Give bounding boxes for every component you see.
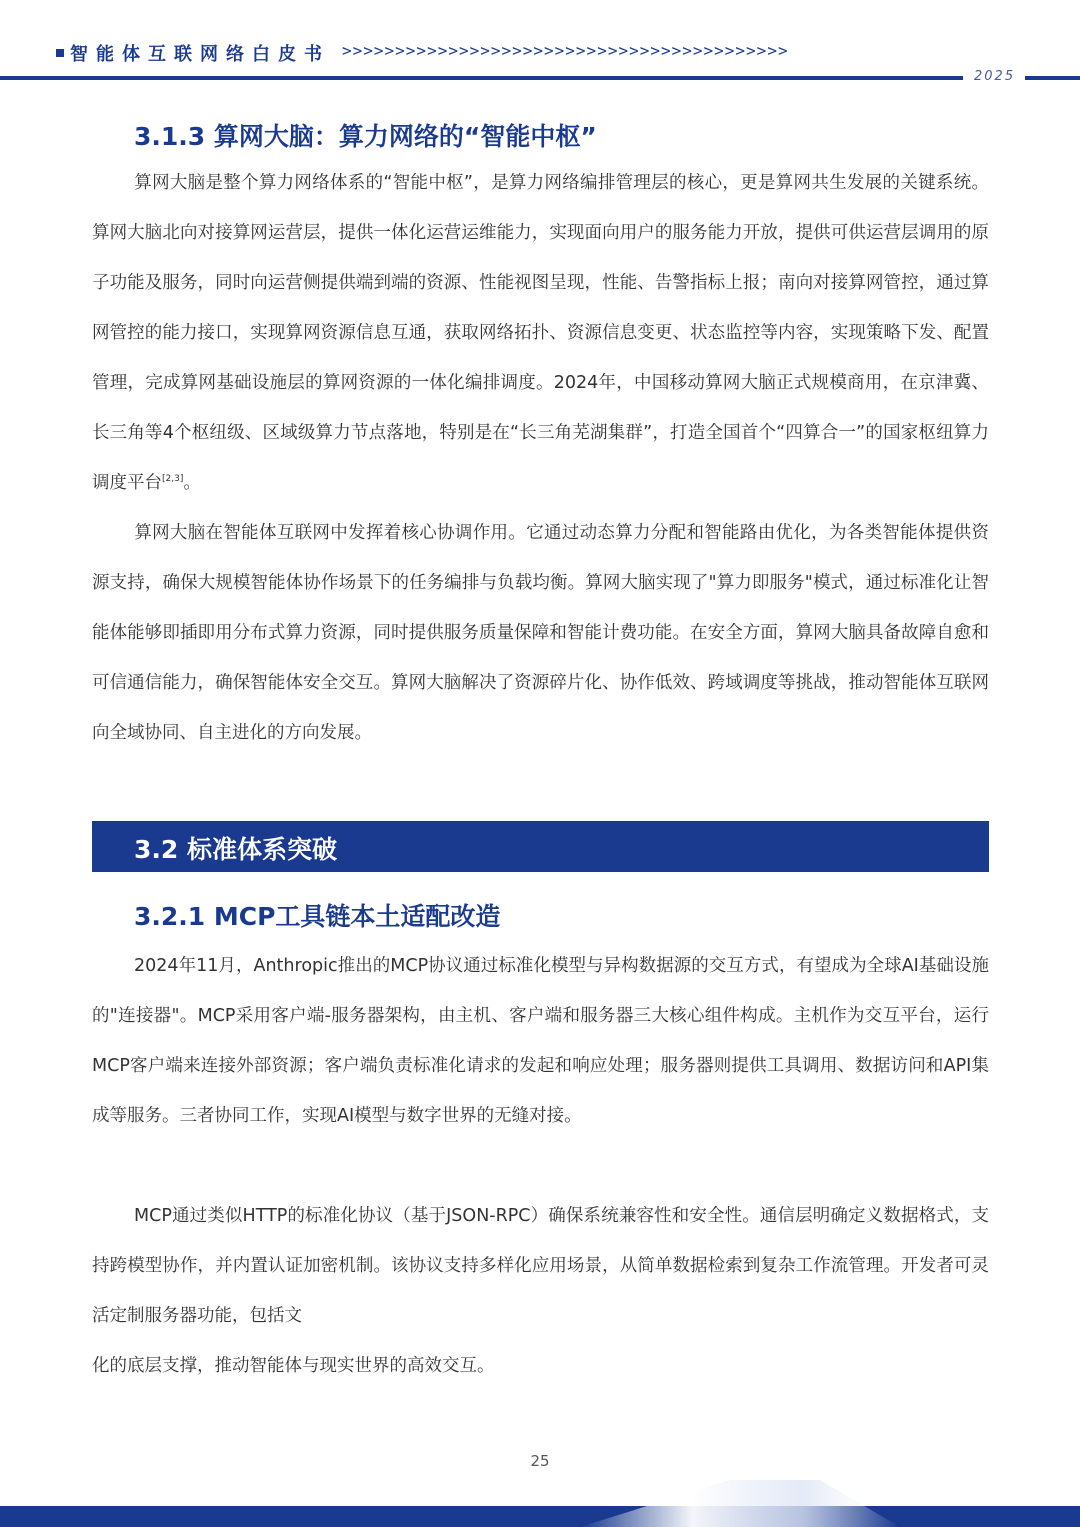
text-fade-overlay [588,1300,668,1340]
section-banner-3-2 [92,821,989,872]
footer-light-streak-decoration [580,1480,900,1527]
paragraph-end-mark: 。 [183,473,201,493]
citation-ref[interactable]: [2,3] [162,474,184,484]
header-chevron-decoration: >>>>>>>>>>>>>>>>>>>>>>>>>>>>>>>>>>>>>>>>>> [342,41,789,60]
paragraph-3-2-1-2-tail: 化的底层支撑，推动智能体与现实世界的高效交互。 [92,1356,495,1376]
header-year: 2025 [974,69,1016,84]
paragraph-3-1-3-1-text: 算网大脑是整个算力网络体系的“智能中枢”，是算力网络编排管理层的核心，更是算网共生发展的关键系统。算网大脑北向对接算网运营层，提供一体化运营运维能力，实现面向用户的服务能力开放，提供可供运营层调用的原子功能及服务，同时向运营侧提供端到端的资源、性能视图呈现，性能、告警指标上报；南向对接算网管控，通过算网管控的能力接口，实现算网资源信息互通，获取网络拓扑、资源信息变更、状态监控等内容，实现策略下发、配置管理，完成算网基础设施层的算网资源的一体化编排调度。2024年，中国移动算网大脑正式规模商用，在京津冀、长三角等4个枢纽级、区域级算力节点落地，特别是在“长三角芜湖集群”，打造全国首个“四算合一”的国家枢纽算力调度平台 [92,173,989,493]
header-square-marker [56,49,64,57]
heading-3-2-1: 3.2.1 MCP工具链本土适配改造 [134,902,501,931]
heading-3-1-3: 3.1.3 算网大脑：算力网络的“智能中枢” [134,122,597,151]
paragraph-3-2-1-1-text: 2024年11月，Anthropic推出的MCP协议通过标准化模型与异构数据源的交互方式，有望成为全球AI基础设施的"连接器"。MCP采用客户端-服务器架构，由主机、客户端和服务器三大核心组件构成。主机作为交互平台，运行MCP客户端来连接外部资源；客户端负责标准化请求的发起和响应处理；服务器则提供工具调用、数据访问和API集成等服务。三者协同工作，实现AI模型与数字世界的无缝对接。 [92,956,989,1126]
paragraph-3-1-3-2 [92,508,989,758]
paragraph-3-2-1-2-continued [92,1341,989,1391]
footer-bar [0,1506,1080,1527]
page-number: 25 [530,1452,550,1470]
section-title-3-2: 3.2 标准体系突破 [134,835,337,864]
paragraph-3-2-1-2 [92,1191,989,1341]
header-divider-right [1025,76,1080,80]
paragraph-3-2-1-2-text: MCP通过类似HTTP的标准化协议（基于JSON-RPC）确保系统兼容性和安全性。通信层明确定义数据格式，支持跨模型协作，并内置认证加密机制。该协议支持多样化应用场景，从简单数据检索到复杂工作流管理。开发者可灵活定制服务器功能，包括文 [92,1206,989,1326]
header-divider [0,76,963,80]
paragraph-3-2-1-1 [92,941,989,1141]
paragraph-3-1-3-1 [92,158,989,508]
document-title: 智能体互联网络白皮书 [70,44,330,65]
paragraph-3-1-3-2-text: 算网大脑在智能体互联网中发挥着核心协调作用。它通过动态算力分配和智能路由优化，为各类智能体提供资源支持，确保大规模智能体协作场景下的任务编排与负载均衡。算网大脑实现了"算力即服务"模式，通过标准化让智能体能够即插即用分布式算力资源，同时提供服务质量保障和智能计费功能。在安全方面，算网大脑具备故障自愈和可信通信能力，确保智能体安全交互。算网大脑解决了资源碎片化、协作低效、跨域调度等挑战，推动智能体互联网向全域协同、自主进化的方向发展。 [92,523,989,743]
